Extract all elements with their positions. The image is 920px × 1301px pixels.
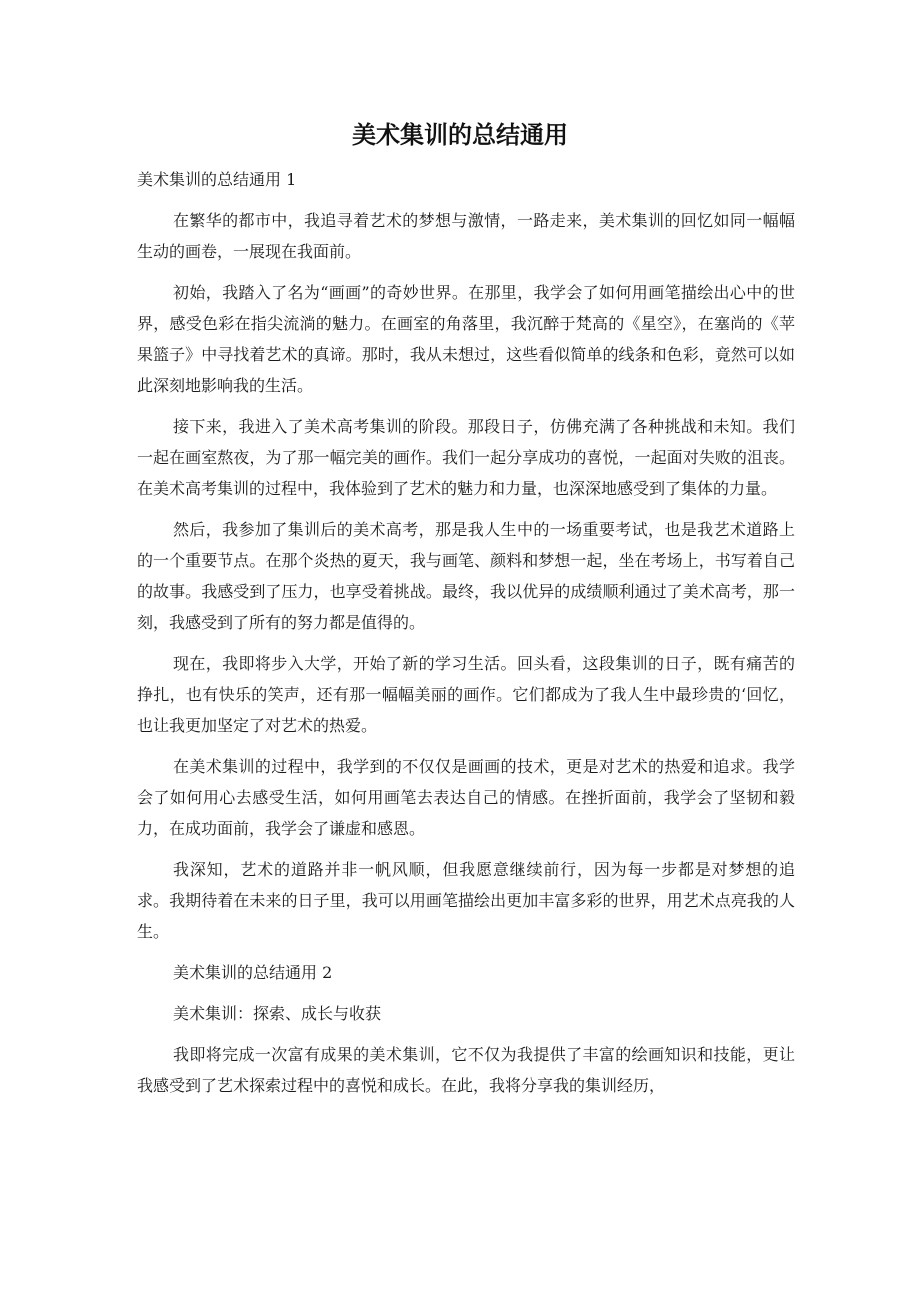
paragraph: 我即将完成一次富有成果的美术集训，它不仅为我提供了丰富的绘画知识和技能，更让我感受到了艺术探索过程中的喜悦和成长。在此，我将分享我的集训经历， [137,1045,795,1095]
paragraph: 然后，我参加了集训后的美术高考，那是我人生中的一场重要考试，也是我艺术道路上的一个重要节点。在那个炎热的夏天，我与画笔、颜料和梦想一起，坐在考场上，书写着自己的故事。我感受到了压力，也享受着挑战。最终，我以优异的成绩顺利通过了美术高考，那一刻，我感受到了所有的努力都是值得的。 [137,520,795,632]
section-2-subheading: 美术集训：探索、成长与收获 [173,1004,382,1023]
paragraph: 现在，我即将步入大学，开始了新的学习生活。回头看，这段集训的日子，既有痛苦的挣扎，也有快乐的笑声，还有那一幅幅美丽的画作。它们都成为了我人生中最珍贵的‘回忆，也让我更加坚定了对艺术的热爱。 [137,654,795,735]
paragraph: 初始，我踏入了名为“画画”的奇妙世界。在那里，我学会了如何用画笔描绘出心中的世界，感受色彩在指尖流淌的魅力。在画室的角落里，我沉醉于梵高的《星空》，在塞尚的《苹果篮子》中寻找着艺术的真谛。那时，我从未想过，这些看似简单的线条和色彩，竟然可以如此深刻地影响我的生活。 [137,283,795,395]
section-1-heading: 美术集训的总结通用 1 [137,170,297,189]
document-body [137,164,795,1111]
section-2-heading: 美术集训的总结通用 2 [173,963,333,982]
paragraph: 在繁华的都市中，我追寻着艺术的梦想与激情，一路走来，美术集训的回忆如同一幅幅生动的画卷，一展现在我面前。 [137,211,795,261]
paragraph: 我深知，艺术的道路并非一帆风顺，但我愿意继续前行，因为每一步都是对梦想的追求。我期待着在未来的日子里，我可以用画笔描绘出更加丰富多彩的世界，用艺术点亮我的人生。 [137,860,795,941]
paragraph: 在美术集训的过程中，我学到的不仅仅是画画的技术，更是对艺术的热爱和追求。我学会了如何用心去感受生活，如何用画笔去表达自己的情感。在挫折面前，我学会了坚韧和毅力，在成功面前，我学会了谦虚和感恩。 [137,757,795,838]
paragraph: 接下来，我进入了美术高考集训的阶段。那段日子，仿佛充满了各种挑战和未知。我们一起在画室熬夜，为了那一幅完美的画作。我们一起分享成功的喜悦，一起面对失败的沮丧。在美术高考集训的过程中，我体验到了艺术的魅力和力量，也深深地感受到了集体的力量。 [137,417,795,498]
document-title: 美术集训的总结通用 [352,121,568,149]
